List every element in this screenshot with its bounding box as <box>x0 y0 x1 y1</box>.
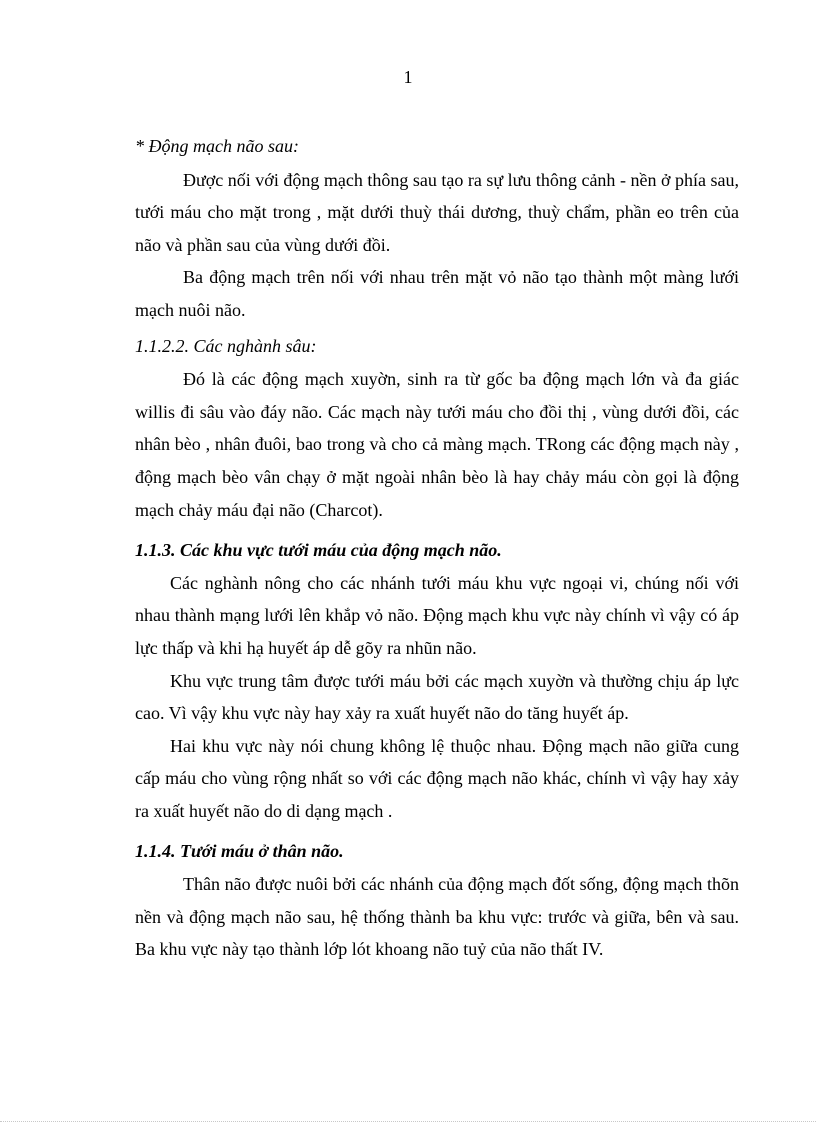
deep-branches-heading: 1.1.2.2. Các nghành sâu: <box>135 335 317 356</box>
page-number: 1 <box>403 67 413 87</box>
posterior-artery-paragraph-1: Được nối với động mạch thông sau tạo ra sự lưu thông cảnh - nền ở phía sau, tưới máu cho mặt trong , mặt dưới thuỳ thái dương, thuỳ chẩm, phần eo trên của não và phần sau của vùng dưới đồi. <box>135 169 739 255</box>
section-1-1-4-heading: 1.1.4. Tưới máu ở thân não. <box>135 841 344 862</box>
regions-paragraph-1: Các nghành nông cho các nhánh tưới máu khu vực ngoại vi, chúng nối với nhau thành mạng lưới lên khắp vỏ não. Động mạch khu vực này chính vì vậy có áp lực thấp và khi hạ huyết áp dễ gõy ra nhũn não. <box>135 572 739 658</box>
regions-paragraph-2: Khu vực trung tâm được tưới máu bởi các mạch xuyờn và thường chịu áp lực cao. Vì vậy khu vực này hay xảy ra xuất huyết não do tăng huyết áp. <box>135 670 739 724</box>
deep-branches-paragraph: Đó là các động mạch xuyờn, sinh ra từ gốc ba động mạch lớn và đa giác willis đi sâu vào đáy não. Các mạch này tưới máu cho đồi thị , vùng dưới đồi, các nhân bèo , nhân đuôi, bao trong và cho cả màng mạch. TRong các động mạch này , động mạch bèo vân chạy ở mặt ngoài nhân bèo là hay chảy máu còn gọi là động mạch chảy máu đại não (Charcot). <box>135 369 739 520</box>
document-body <box>135 130 739 966</box>
regions-paragraph-3: Hai khu vực này nói chung không lệ thuộc nhau. Động mạch não giữa cung cấp máu cho vùng rộng nhất so với các động mạch não khác, chính vì vậy hay xảy ra xuất huyết não do di dạng mạch . <box>135 735 739 821</box>
brainstem-paragraph: Thân não được nuôi bởi các nhánh của động mạch đốt sống, động mạch thõn nền và động mạch não sau, hệ thống thành ba khu vực: trước và giữa, bên và sau. Ba khu vực này tạo thành lớp lót khoang não tuỷ của não thất IV. <box>135 874 739 960</box>
posterior-artery-heading: * Động mạch não sau: <box>135 136 299 156</box>
posterior-artery-paragraph-2: Ba động mạch trên nối với nhau trên mặt vỏ não tạo thành một màng lưới mạch nuôi não. <box>135 267 739 320</box>
footer-divider <box>0 1121 816 1122</box>
section-1-1-3-heading: 1.1.3. Các khu vực tưới máu của động mạch não. <box>135 540 502 561</box>
